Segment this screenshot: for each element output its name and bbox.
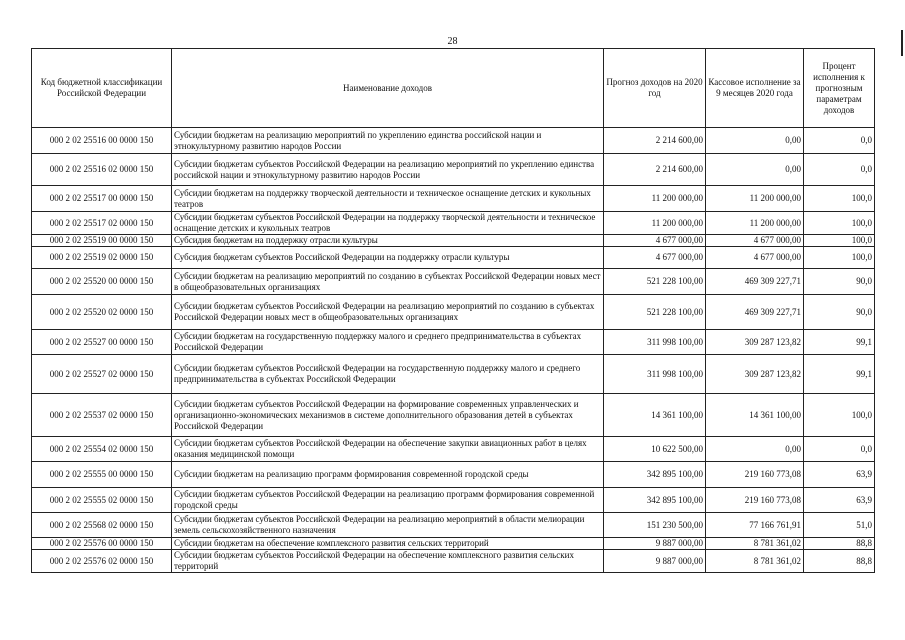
cell-name: Субсидии бюджетам на реализацию мероприятий по созданию в субъектах Российской Федерации новых мест в общеобразовательных организациях: [172, 269, 604, 295]
cell-percent: 0,0: [804, 128, 875, 154]
cell-executed: 4 677 000,00: [706, 247, 804, 269]
cell-forecast: 521 228 100,00: [604, 269, 706, 295]
table-row: [32, 186, 875, 212]
table-row: [32, 330, 875, 355]
scan-edge-mark: [901, 30, 903, 56]
column-header-name: Наименование доходов: [172, 49, 604, 128]
cell-name: Субсидии бюджетам субъектов Российской Федерации на поддержку творческой деятельности и техническое оснащение детских и кукольных театров: [172, 212, 604, 235]
cell-name: Субсидии бюджетам субъектов Российской Федерации на государственную поддержку малого и среднего предпринимательства в субъектах Российской Федерации: [172, 355, 604, 394]
table-row: [32, 269, 875, 295]
page-number: 28: [447, 36, 458, 47]
cell-executed: 0,00: [706, 437, 804, 462]
cell-percent: 0,0: [804, 154, 875, 186]
cell-percent: 90,0: [804, 269, 875, 295]
cell-percent: 88,8: [804, 550, 875, 573]
cell-percent: 99,1: [804, 355, 875, 394]
cell-percent: 99,1: [804, 330, 875, 355]
cell-percent: 100,0: [804, 212, 875, 235]
table-row: [32, 437, 875, 462]
cell-code: 000 2 02 25576 00 0000 150: [32, 538, 172, 550]
cell-executed: 11 200 000,00: [706, 212, 804, 235]
cell-executed: 14 361 100,00: [706, 394, 804, 437]
table-row: [32, 247, 875, 269]
cell-name: Субсидии бюджетам субъектов Российской Федерации на формирование современных управленческих и организационно-экономических механизмов в системе дополнительного образования детей в субъектах Российской Федерации: [172, 394, 604, 437]
cell-code: 000 2 02 25554 02 0000 150: [32, 437, 172, 462]
table-row: [32, 488, 875, 513]
header-row: [32, 49, 875, 128]
cell-name: Субсидии бюджетам на поддержку творческой деятельности и техническое оснащение детских и кукольных театров: [172, 186, 604, 212]
cell-percent: 63,9: [804, 488, 875, 513]
cell-percent: 100,0: [804, 394, 875, 437]
cell-forecast: 151 230 500,00: [604, 513, 706, 538]
table-body: [32, 128, 875, 573]
table-row: [32, 394, 875, 437]
cell-forecast: 311 998 100,00: [604, 330, 706, 355]
cell-executed: 219 160 773,08: [706, 488, 804, 513]
cell-executed: 77 166 761,91: [706, 513, 804, 538]
cell-percent: 51,0: [804, 513, 875, 538]
table-row: [32, 235, 875, 247]
cell-executed: 8 781 361,02: [706, 550, 804, 573]
cell-name: Субсидии бюджетам субъектов Российской Федерации на обеспечение закупки авиационных работ в целях оказания медицинской помощи: [172, 437, 604, 462]
cell-forecast: 9 887 000,00: [604, 550, 706, 573]
cell-code: 000 2 02 25516 02 0000 150: [32, 154, 172, 186]
cell-name: Субсидии бюджетам на реализацию мероприятий по укреплению единства российской нации и этнокультурному развитию народов России: [172, 128, 604, 154]
cell-code: 000 2 02 25516 00 0000 150: [32, 128, 172, 154]
cell-code: 000 2 02 25517 02 0000 150: [32, 212, 172, 235]
cell-executed: 11 200 000,00: [706, 186, 804, 212]
cell-code: 000 2 02 25527 02 0000 150: [32, 355, 172, 394]
cell-name: Субсидии бюджетам субъектов Российской Федерации на реализацию мероприятий по укреплению единства российской нации и этнокультурному развитию народов России: [172, 154, 604, 186]
cell-name: Субсидии бюджетам на обеспечение комплексного развития сельских территорий: [172, 538, 604, 550]
cell-forecast: 2 214 600,00: [604, 128, 706, 154]
cell-name: Субсидия бюджетам на поддержку отрасли культуры: [172, 235, 604, 247]
cell-executed: 469 309 227,71: [706, 269, 804, 295]
cell-code: 000 2 02 25517 00 0000 150: [32, 186, 172, 212]
cell-forecast: 11 200 000,00: [604, 186, 706, 212]
cell-forecast: 2 214 600,00: [604, 154, 706, 186]
cell-name: Субсидии бюджетам субъектов Российской Федерации на реализацию мероприятий по созданию в субъектах Российской Федерации новых мест в общеобразовательных организациях: [172, 295, 604, 330]
cell-code: 000 2 02 25537 02 0000 150: [32, 394, 172, 437]
cell-name: Субсидия бюджетам субъектов Российской Федерации на поддержку отрасли культуры: [172, 247, 604, 269]
cell-code: 000 2 02 25568 02 0000 150: [32, 513, 172, 538]
cell-code: 000 2 02 25520 00 0000 150: [32, 269, 172, 295]
cell-code: 000 2 02 25527 00 0000 150: [32, 330, 172, 355]
table-row: [32, 154, 875, 186]
table-row: [32, 513, 875, 538]
cell-forecast: 4 677 000,00: [604, 235, 706, 247]
cell-executed: 309 287 123,82: [706, 355, 804, 394]
cell-forecast: 14 361 100,00: [604, 394, 706, 437]
cell-code: 000 2 02 25555 00 0000 150: [32, 462, 172, 488]
cell-executed: 0,00: [706, 128, 804, 154]
cell-percent: 90,0: [804, 295, 875, 330]
cell-executed: 4 677 000,00: [706, 235, 804, 247]
cell-forecast: 4 677 000,00: [604, 247, 706, 269]
cell-forecast: 311 998 100,00: [604, 355, 706, 394]
table-row: [32, 212, 875, 235]
cell-forecast: 521 228 100,00: [604, 295, 706, 330]
cell-percent: 88,8: [804, 538, 875, 550]
cell-percent: 100,0: [804, 235, 875, 247]
table-row: [32, 462, 875, 488]
cell-forecast: 9 887 000,00: [604, 538, 706, 550]
cell-percent: 0,0: [804, 437, 875, 462]
column-header-forecast: Прогноз доходов на 2020 год: [604, 49, 706, 128]
cell-name: Субсидии бюджетам на государственную поддержку малого и среднего предпринимательства в субъектах Российской Федерации: [172, 330, 604, 355]
column-header-percent: Процент исполнения к прогнозным параметрам доходов: [804, 49, 875, 128]
cell-name: Субсидии бюджетам субъектов Российской Федерации на обеспечение комплексного развития сельских территорий: [172, 550, 604, 573]
cell-name: Субсидии бюджетам субъектов Российской Федерации на реализацию программ формирования современной городской среды: [172, 488, 604, 513]
cell-code: 000 2 02 25576 02 0000 150: [32, 550, 172, 573]
cell-forecast: 342 895 100,00: [604, 488, 706, 513]
cell-percent: 100,0: [804, 247, 875, 269]
cell-code: 000 2 02 25555 02 0000 150: [32, 488, 172, 513]
cell-executed: 0,00: [706, 154, 804, 186]
cell-executed: 219 160 773,08: [706, 462, 804, 488]
column-header-code: Код бюджетной классификации Российской Федерации: [32, 49, 172, 128]
cell-name: Субсидии бюджетам субъектов Российской Федерации на реализацию мероприятий в области мелиорации земель сельскохозяйственного назначения: [172, 513, 604, 538]
cell-code: 000 2 02 25520 02 0000 150: [32, 295, 172, 330]
table-row: [32, 295, 875, 330]
revenue-table: [31, 48, 875, 573]
cell-name: Субсидии бюджетам на реализацию программ формирования современной городской среды: [172, 462, 604, 488]
table-row: [32, 128, 875, 154]
cell-percent: 63,9: [804, 462, 875, 488]
cell-forecast: 11 200 000,00: [604, 212, 706, 235]
table-row: [32, 355, 875, 394]
cell-executed: 8 781 361,02: [706, 538, 804, 550]
cell-executed: 469 309 227,71: [706, 295, 804, 330]
cell-forecast: 10 622 500,00: [604, 437, 706, 462]
column-header-executed: Кассовое исполнение за 9 месяцев 2020 года: [706, 49, 804, 128]
table-row: [32, 538, 875, 550]
table-row: [32, 550, 875, 573]
cell-executed: 309 287 123,82: [706, 330, 804, 355]
cell-percent: 100,0: [804, 186, 875, 212]
cell-forecast: 342 895 100,00: [604, 462, 706, 488]
cell-code: 000 2 02 25519 00 0000 150: [32, 235, 172, 247]
cell-code: 000 2 02 25519 02 0000 150: [32, 247, 172, 269]
